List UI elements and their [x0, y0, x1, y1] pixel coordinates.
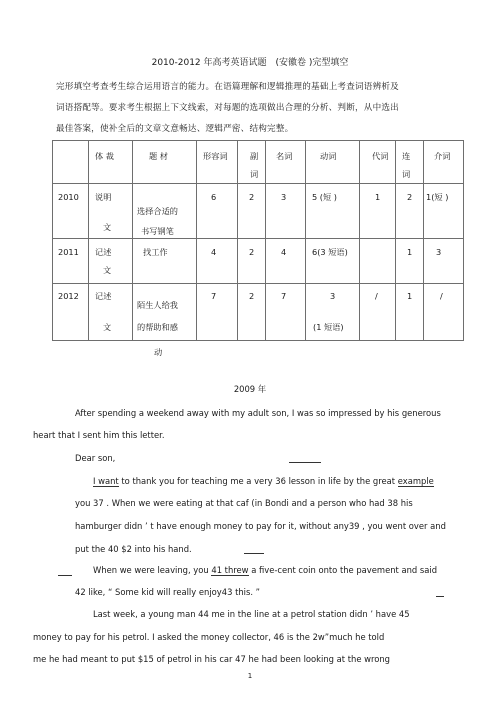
underlined-text: I want: [93, 476, 119, 486]
cell-preposition: 1(短 ): [426, 192, 449, 202]
passage-line: 42 like, “ Some kid will really enjoy43 this. ”: [75, 587, 261, 597]
cell-adjective: 7: [211, 291, 217, 301]
cell-adjective: 4: [211, 247, 217, 257]
cell-topic: 找工作: [143, 247, 168, 257]
intro-line-2: 词语搭配等。要求考生根据上下文线索，对每题的选项做出合理的分析、判断，从中选出: [56, 103, 399, 113]
cell-year: 2011: [58, 247, 79, 257]
passage-line: me he had meant to put $15 of petrol in his car 47 he had been looking at the wrong: [33, 654, 390, 664]
intro-line-3: 最佳答案，使补全后的文章文意畅达、逻辑严密、结构完整。: [56, 124, 294, 134]
passage-line: hamburger didn ’ t have enough money to pay for it, without any39 , you went over and: [75, 521, 446, 531]
table-row: [53, 284, 464, 341]
cell-verb-2: (1 短语): [313, 322, 344, 332]
header-adjective: 形容词: [203, 151, 228, 161]
cell-conjunction: 1: [407, 291, 413, 301]
cell-pronoun: 1: [375, 192, 381, 202]
year-heading: 2009 年: [233, 384, 267, 394]
cell-genre-2: 文: [103, 322, 112, 332]
answer-line: [436, 596, 444, 597]
passage-text: When we were leaving, you: [93, 565, 212, 575]
header-conjunction-2: 词: [402, 169, 411, 179]
cell-genre: 记述: [95, 291, 112, 301]
header-preposition: 介词: [434, 151, 451, 161]
cell-year: 2010: [58, 192, 79, 202]
underlined-text: example: [397, 476, 434, 486]
passage-line: you 37 . When we were eating at that caf (in Bondi and a person who had 38 his: [75, 498, 413, 508]
answer-line: [289, 462, 321, 463]
passage-text: a five-cent coin onto the pavement and said: [248, 565, 438, 575]
salutation: Dear son,: [75, 453, 116, 463]
passage-line: heart that I sent him this letter.: [33, 430, 165, 440]
cell-genre: 说明: [95, 192, 112, 202]
cell-pronoun: /: [375, 291, 378, 301]
cell-topic: 选择合适的: [137, 206, 178, 216]
passage-line: Last week, a young man 44 me in the line at a petrol station didn ’ have 45: [93, 609, 410, 619]
cell-adverb: 2: [249, 192, 255, 202]
cell-genre: 记述: [95, 247, 112, 257]
underlined-text: 41 threw: [211, 565, 249, 575]
cell-noun: 4: [281, 247, 287, 257]
passage-line: put the 40 $2 into his hand.: [75, 544, 192, 554]
cell-year: 2012: [58, 291, 79, 301]
passage-line: [93, 565, 437, 575]
cell-topic: 陌生人给我: [137, 300, 178, 310]
table-header-row: [53, 141, 464, 184]
cell-preposition: /: [440, 291, 443, 301]
cell-adjective: 6: [211, 192, 217, 202]
passage-text: to thank you for teaching me a very 36 lesson in life by the great: [118, 476, 398, 486]
cell-noun: 7: [281, 291, 287, 301]
cell-topic-2: 书写钢笔: [141, 226, 174, 236]
answer-line: [244, 553, 264, 554]
cell-topic-3: 动: [154, 347, 163, 357]
table-row: [53, 239, 464, 284]
passage-line: After spending a weekend away with my adult son, I was so impressed by his generous: [75, 408, 441, 418]
cell-verb: 5 (短 ): [312, 192, 337, 202]
summary-table: [52, 140, 464, 341]
cell-genre-2: 文: [103, 222, 112, 232]
header-adverb-2: 词: [250, 169, 259, 179]
document-title: 2010-2012 年高考英语试题 (安徽卷 )完型填空: [151, 58, 349, 68]
cell-preposition: 3: [436, 247, 442, 257]
cell-adverb: 2: [249, 247, 255, 257]
header-conjunction-1: 连: [402, 151, 411, 161]
cell-verb: 3: [330, 291, 336, 301]
cell-conjunction: 2: [407, 192, 413, 202]
cell-conjunction: 1: [407, 247, 413, 257]
answer-line: [58, 575, 72, 576]
passage-line: [93, 476, 434, 486]
header-verb: 动词: [320, 151, 337, 161]
cell-genre-2: 文: [103, 265, 112, 275]
header-noun: 名词: [276, 151, 293, 161]
cell-adverb: 2: [249, 291, 255, 301]
passage-line: money to pay for his petrol. I asked the money collector, 46 is the 2w”much he told: [33, 632, 385, 642]
table-row: [53, 184, 464, 239]
header-adverb-1: 副: [250, 151, 259, 161]
header-topic: 题 材: [149, 151, 168, 161]
intro-line-1: 完形填空考查考生综合运用语言的能力。在语篇理解和逻辑推理的基础上考查词语辨析及: [56, 82, 399, 92]
cell-verb: 6(3 短语): [312, 247, 348, 257]
header-pronoun: 代词: [372, 151, 389, 161]
cell-topic-2: 的帮助和感: [137, 322, 178, 332]
page-number: 1: [247, 672, 253, 680]
cell-noun: 3: [281, 192, 287, 202]
header-genre: 体 裁: [95, 151, 114, 161]
